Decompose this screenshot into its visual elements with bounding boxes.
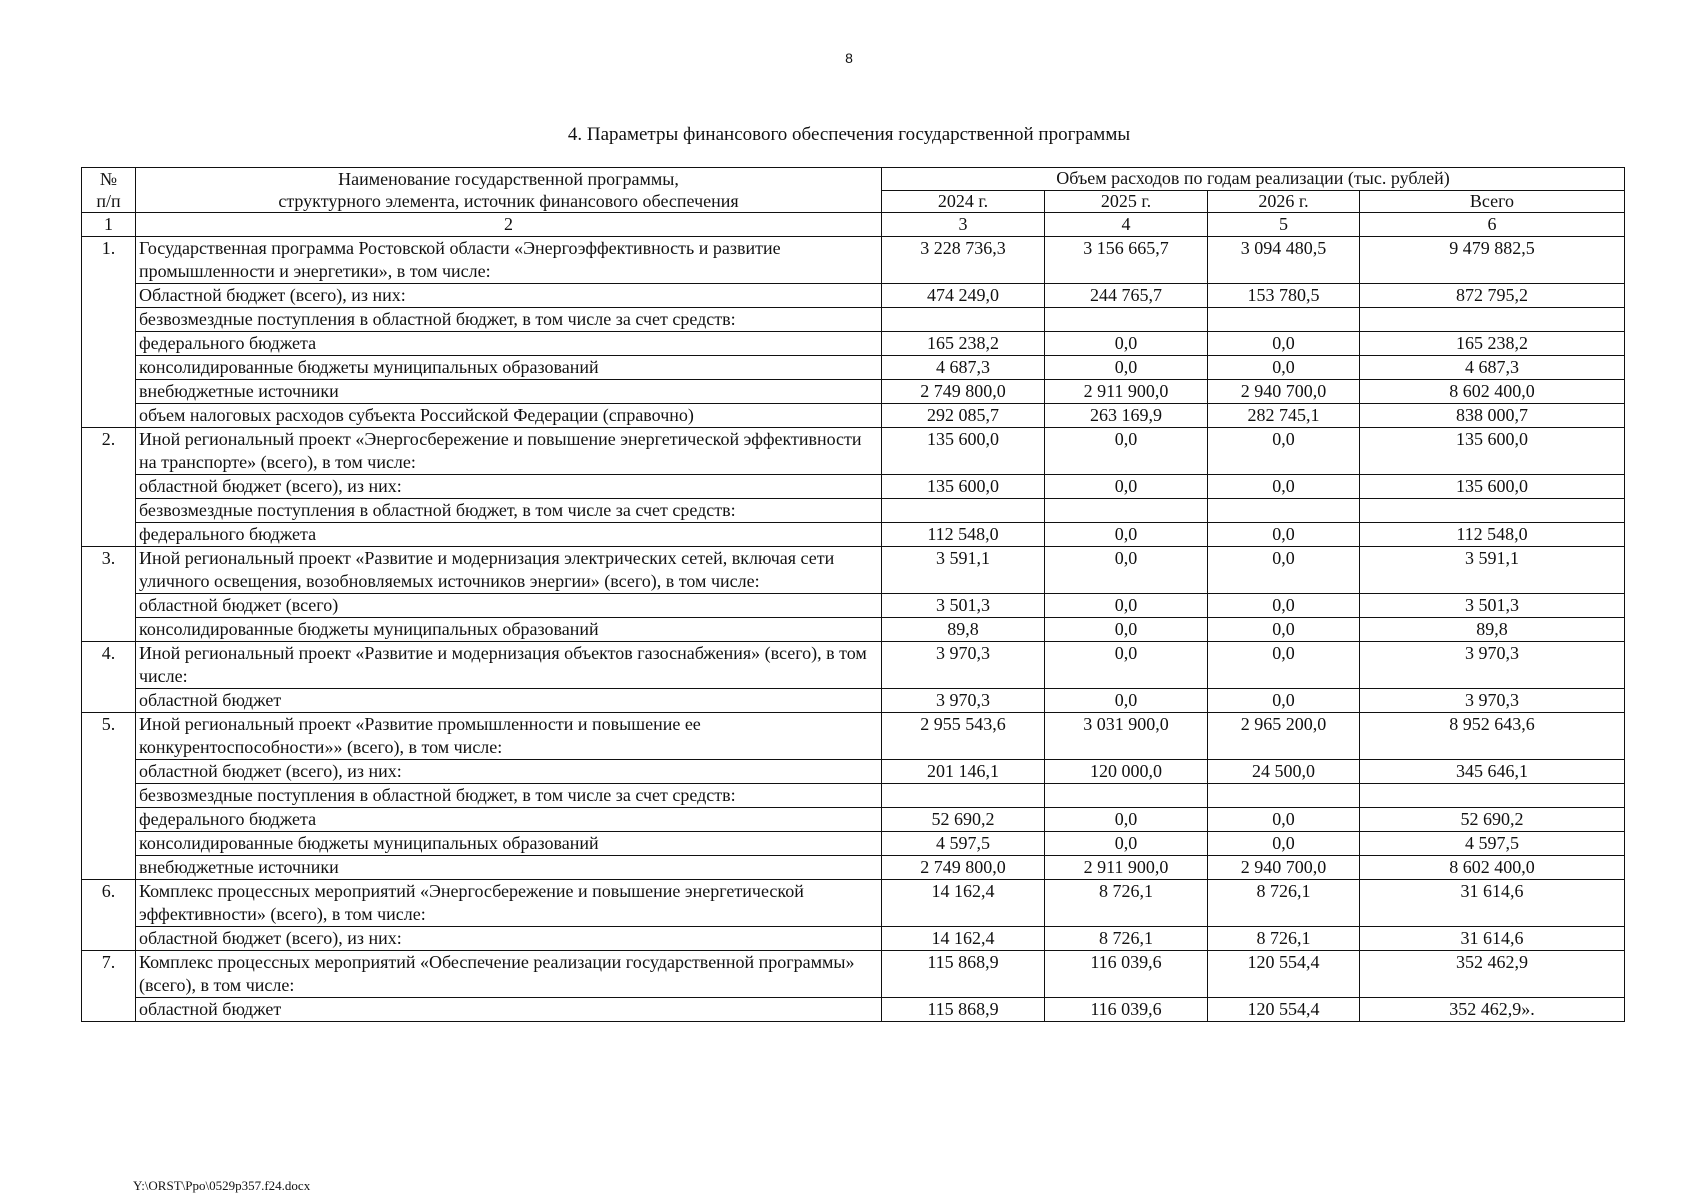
row-label: Комплекс процессных мероприятий «Энергосбережение и повышение энергетической эффективности» (всего), в том числе: bbox=[136, 880, 882, 927]
value-2024: 2 749 800,0 bbox=[882, 856, 1045, 880]
table-row bbox=[82, 832, 1625, 856]
value-total: 31 614,6 bbox=[1360, 880, 1625, 927]
value-total: 3 591,1 bbox=[1360, 547, 1625, 594]
value-2025: 0,0 bbox=[1045, 642, 1208, 689]
value-2026: 0,0 bbox=[1208, 808, 1360, 832]
row-label: Иной региональный проект «Энергосбережение и повышение энергетической эффективности на транспорте» (всего), в том числе: bbox=[136, 428, 882, 475]
header-row-1 bbox=[82, 168, 1625, 191]
value-2025: 120 000,0 bbox=[1045, 760, 1208, 784]
row-label: Иной региональный проект «Развитие и модернизация объектов газоснабжения» (всего), в том числе: bbox=[136, 642, 882, 689]
row-label: консолидированные бюджеты муниципальных образований bbox=[136, 618, 882, 642]
value-2024: 3 970,3 bbox=[882, 642, 1045, 689]
value-2025: 0,0 bbox=[1045, 832, 1208, 856]
value-total: 112 548,0 bbox=[1360, 523, 1625, 547]
column-number: 1 bbox=[82, 213, 136, 237]
column-number: 2 bbox=[136, 213, 882, 237]
value-2025: 0,0 bbox=[1045, 356, 1208, 380]
value-2025 bbox=[1045, 308, 1208, 332]
table-group-row bbox=[82, 880, 1625, 927]
value-2024: 474 249,0 bbox=[882, 284, 1045, 308]
value-2026 bbox=[1208, 499, 1360, 523]
value-total: 135 600,0 bbox=[1360, 428, 1625, 475]
value-2025: 2 911 900,0 bbox=[1045, 380, 1208, 404]
row-number: 3. bbox=[82, 547, 136, 642]
header-year-2024: 2024 г. bbox=[882, 190, 1045, 213]
value-2026: 0,0 bbox=[1208, 618, 1360, 642]
value-2026: 0,0 bbox=[1208, 475, 1360, 499]
value-2026 bbox=[1208, 784, 1360, 808]
value-2024: 3 501,3 bbox=[882, 594, 1045, 618]
value-total: 345 646,1 bbox=[1360, 760, 1625, 784]
table-row bbox=[82, 689, 1625, 713]
table-row bbox=[82, 380, 1625, 404]
value-2024: 4 597,5 bbox=[882, 832, 1045, 856]
row-label: федерального бюджета bbox=[136, 808, 882, 832]
column-number: 4 bbox=[1045, 213, 1208, 237]
value-2024: 2 749 800,0 bbox=[882, 380, 1045, 404]
value-2024: 165 238,2 bbox=[882, 332, 1045, 356]
value-2026: 282 745,1 bbox=[1208, 404, 1360, 428]
row-number: 4. bbox=[82, 642, 136, 713]
header-num bbox=[82, 168, 136, 213]
table-row bbox=[82, 998, 1625, 1022]
row-label: консолидированные бюджеты муниципальных образований bbox=[136, 832, 882, 856]
column-number: 3 bbox=[882, 213, 1045, 237]
table-group-row bbox=[82, 428, 1625, 475]
header-name bbox=[136, 168, 882, 213]
row-number: 1. bbox=[82, 237, 136, 428]
value-2025: 0,0 bbox=[1045, 547, 1208, 594]
value-2024 bbox=[882, 784, 1045, 808]
value-2025: 0,0 bbox=[1045, 475, 1208, 499]
value-total: 135 600,0 bbox=[1360, 475, 1625, 499]
value-2025: 3 156 665,7 bbox=[1045, 237, 1208, 284]
financing-table bbox=[81, 167, 1625, 1022]
value-2026: 0,0 bbox=[1208, 332, 1360, 356]
section-title: 4. Параметры финансового обеспечения государственной программы bbox=[567, 124, 1131, 145]
row-label: областной бюджет (всего) bbox=[136, 594, 882, 618]
value-total: 8 602 400,0 bbox=[1360, 856, 1625, 880]
row-label: Государственная программа Ростовской области «Энергоэффективность и развитие промышленности и энергетики», в том числе: bbox=[136, 237, 882, 284]
value-2025: 0,0 bbox=[1045, 594, 1208, 618]
column-number-row bbox=[82, 213, 1625, 237]
table-group-row bbox=[82, 237, 1625, 284]
row-label: федерального бюджета bbox=[136, 523, 882, 547]
column-number: 6 bbox=[1360, 213, 1625, 237]
value-2026: 8 726,1 bbox=[1208, 927, 1360, 951]
value-2024 bbox=[882, 499, 1045, 523]
value-2026: 24 500,0 bbox=[1208, 760, 1360, 784]
table-row bbox=[82, 284, 1625, 308]
header-num-label: № п/п bbox=[96, 169, 121, 211]
value-2024: 14 162,4 bbox=[882, 880, 1045, 927]
row-label: областной бюджет (всего), из них: bbox=[136, 760, 882, 784]
row-label: Областной бюджет (всего), из них: bbox=[136, 284, 882, 308]
value-total: 352 462,9 bbox=[1360, 951, 1625, 998]
value-2025: 8 726,1 bbox=[1045, 927, 1208, 951]
value-total: 165 238,2 bbox=[1360, 332, 1625, 356]
value-2026: 2 940 700,0 bbox=[1208, 380, 1360, 404]
value-2025: 263 169,9 bbox=[1045, 404, 1208, 428]
value-2026: 2 940 700,0 bbox=[1208, 856, 1360, 880]
table-row bbox=[82, 784, 1625, 808]
value-2024: 3 228 736,3 bbox=[882, 237, 1045, 284]
value-2026: 0,0 bbox=[1208, 642, 1360, 689]
value-2024: 52 690,2 bbox=[882, 808, 1045, 832]
table-row bbox=[82, 760, 1625, 784]
row-label: Комплекс процессных мероприятий «Обеспечение реализации государственной программы» (всего), в том числе: bbox=[136, 951, 882, 998]
value-total: 4 687,3 bbox=[1360, 356, 1625, 380]
row-number: 6. bbox=[82, 880, 136, 951]
value-2024: 2 955 543,6 bbox=[882, 713, 1045, 760]
value-2024: 115 868,9 bbox=[882, 998, 1045, 1022]
row-label: областной бюджет (всего), из них: bbox=[136, 927, 882, 951]
value-total: 3 970,3 bbox=[1360, 642, 1625, 689]
value-total: 89,8 bbox=[1360, 618, 1625, 642]
value-2024: 3 591,1 bbox=[882, 547, 1045, 594]
value-2025 bbox=[1045, 499, 1208, 523]
value-2024: 292 085,7 bbox=[882, 404, 1045, 428]
value-2026: 0,0 bbox=[1208, 428, 1360, 475]
value-2026: 0,0 bbox=[1208, 594, 1360, 618]
table-group-row bbox=[82, 951, 1625, 998]
table-row bbox=[82, 927, 1625, 951]
value-total bbox=[1360, 784, 1625, 808]
row-label: безвозмездные поступления в областной бюджет, в том числе за счет средств: bbox=[136, 499, 882, 523]
header-year-2025: 2025 г. bbox=[1045, 190, 1208, 213]
table-group-row bbox=[82, 642, 1625, 689]
header-name-line1: Наименование государственной программы, bbox=[338, 169, 679, 189]
row-label: внебюджетные источники bbox=[136, 380, 882, 404]
value-2025: 0,0 bbox=[1045, 689, 1208, 713]
table-row bbox=[82, 808, 1625, 832]
value-2024: 14 162,4 bbox=[882, 927, 1045, 951]
row-number: 2. bbox=[82, 428, 136, 547]
value-2025: 2 911 900,0 bbox=[1045, 856, 1208, 880]
table-row bbox=[82, 332, 1625, 356]
header-total: Всего bbox=[1360, 190, 1625, 213]
value-total: 8 952 643,6 bbox=[1360, 713, 1625, 760]
table-row bbox=[82, 308, 1625, 332]
value-total: 352 462,9». bbox=[1360, 998, 1625, 1022]
table-row bbox=[82, 356, 1625, 380]
value-2026: 0,0 bbox=[1208, 356, 1360, 380]
value-2026: 153 780,5 bbox=[1208, 284, 1360, 308]
table-group-row bbox=[82, 547, 1625, 594]
value-2026: 0,0 bbox=[1208, 523, 1360, 547]
row-label: безвозмездные поступления в областной бюджет, в том числе за счет средств: bbox=[136, 784, 882, 808]
value-2024: 4 687,3 bbox=[882, 356, 1045, 380]
row-label: Иной региональный проект «Развитие промышленности и повышение ее конкурентоспособности»» (всего), в том числе: bbox=[136, 713, 882, 760]
value-total: 4 597,5 bbox=[1360, 832, 1625, 856]
row-number: 5. bbox=[82, 713, 136, 880]
value-total: 3 501,3 bbox=[1360, 594, 1625, 618]
value-2024: 3 970,3 bbox=[882, 689, 1045, 713]
row-label: безвозмездные поступления в областной бюджет, в том числе за счет средств: bbox=[136, 308, 882, 332]
value-2026: 120 554,4 bbox=[1208, 998, 1360, 1022]
file-path-footer: Y:\ORST\Ppo\0529p357.f24.docx bbox=[133, 1178, 311, 1193]
value-2026: 2 965 200,0 bbox=[1208, 713, 1360, 760]
row-label: внебюджетные источники bbox=[136, 856, 882, 880]
value-total: 52 690,2 bbox=[1360, 808, 1625, 832]
value-2025: 8 726,1 bbox=[1045, 880, 1208, 927]
table-row bbox=[82, 856, 1625, 880]
table-row bbox=[82, 499, 1625, 523]
value-total: 9 479 882,5 bbox=[1360, 237, 1625, 284]
value-2025: 0,0 bbox=[1045, 428, 1208, 475]
value-2024: 201 146,1 bbox=[882, 760, 1045, 784]
value-2026: 120 554,4 bbox=[1208, 951, 1360, 998]
table-row bbox=[82, 404, 1625, 428]
value-total: 3 970,3 bbox=[1360, 689, 1625, 713]
value-total: 838 000,7 bbox=[1360, 404, 1625, 428]
row-label: консолидированные бюджеты муниципальных образований bbox=[136, 356, 882, 380]
table-row bbox=[82, 618, 1625, 642]
value-2025 bbox=[1045, 784, 1208, 808]
value-total bbox=[1360, 499, 1625, 523]
value-2026: 3 094 480,5 bbox=[1208, 237, 1360, 284]
value-2025: 0,0 bbox=[1045, 523, 1208, 547]
value-2025: 116 039,6 bbox=[1045, 951, 1208, 998]
value-total bbox=[1360, 308, 1625, 332]
value-2026 bbox=[1208, 308, 1360, 332]
row-label: объем налоговых расходов субъекта Российской Федерации (справочно) bbox=[136, 404, 882, 428]
value-2024: 135 600,0 bbox=[882, 428, 1045, 475]
row-label: областной бюджет bbox=[136, 689, 882, 713]
value-2025: 244 765,7 bbox=[1045, 284, 1208, 308]
value-2025: 0,0 bbox=[1045, 808, 1208, 832]
column-number: 5 bbox=[1208, 213, 1360, 237]
value-total: 872 795,2 bbox=[1360, 284, 1625, 308]
row-label: Иной региональный проект «Развитие и модернизация электрических сетей, включая сети уличного освещения, возобновляемых источников энергии» (всего), в том числе: bbox=[136, 547, 882, 594]
value-2026: 0,0 bbox=[1208, 832, 1360, 856]
value-2024: 112 548,0 bbox=[882, 523, 1045, 547]
header-year-2026: 2026 г. bbox=[1208, 190, 1360, 213]
value-2026: 0,0 bbox=[1208, 689, 1360, 713]
table-row bbox=[82, 475, 1625, 499]
header-volume: Объем расходов по годам реализации (тыс. рублей) bbox=[882, 168, 1625, 191]
row-number: 7. bbox=[82, 951, 136, 1022]
value-2025: 3 031 900,0 bbox=[1045, 713, 1208, 760]
value-2026: 8 726,1 bbox=[1208, 880, 1360, 927]
table-row bbox=[82, 594, 1625, 618]
value-2025: 0,0 bbox=[1045, 618, 1208, 642]
value-2024: 89,8 bbox=[882, 618, 1045, 642]
value-2025: 0,0 bbox=[1045, 332, 1208, 356]
table-row bbox=[82, 523, 1625, 547]
table-group-row bbox=[82, 713, 1625, 760]
value-2024 bbox=[882, 308, 1045, 332]
value-total: 31 614,6 bbox=[1360, 927, 1625, 951]
row-label: областной бюджет (всего), из них: bbox=[136, 475, 882, 499]
row-label: областной бюджет bbox=[136, 998, 882, 1022]
value-2025: 116 039,6 bbox=[1045, 998, 1208, 1022]
value-2026: 0,0 bbox=[1208, 547, 1360, 594]
value-2024: 115 868,9 bbox=[882, 951, 1045, 998]
value-total: 8 602 400,0 bbox=[1360, 380, 1625, 404]
header-name-line2: структурного элемента, источник финансового обеспечения bbox=[278, 191, 739, 211]
value-2024: 135 600,0 bbox=[882, 475, 1045, 499]
page-number: 8 bbox=[845, 50, 853, 66]
row-label: федерального бюджета bbox=[136, 332, 882, 356]
